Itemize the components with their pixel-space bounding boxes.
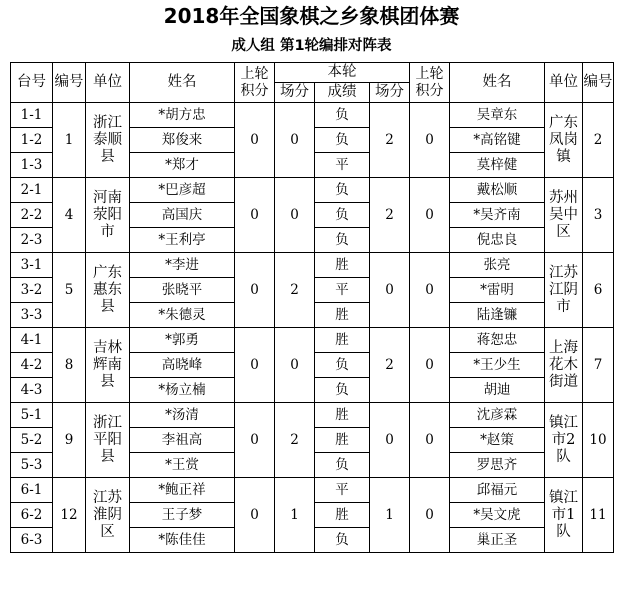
left-prev-points: 0 [235, 403, 275, 478]
left-team-unit [86, 253, 130, 328]
right-team-no: 7 [583, 328, 614, 403]
right-team-no: 6 [583, 253, 614, 328]
left-player-name: *巴彦超 [130, 178, 235, 203]
right-player-name: 胡迪 [450, 378, 545, 403]
right-player-name: 张亮 [450, 253, 545, 278]
header-right-match-points: 场分 [370, 83, 410, 103]
right-team-unit-text: 广东凤岗镇 [549, 114, 578, 165]
board-number: 1-1 [11, 103, 53, 128]
header-left-no: 编号 [53, 63, 86, 103]
right-team-unit [545, 178, 583, 253]
left-player-name: *杨立楠 [130, 378, 235, 403]
right-team-unit [545, 478, 583, 553]
left-match-points: 0 [275, 178, 315, 253]
left-player-name: *汤清 [130, 403, 235, 428]
right-match-points: 0 [370, 403, 410, 478]
right-player-name: 戴松顺 [450, 178, 545, 203]
left-team-unit [86, 328, 130, 403]
header-left-match-points: 场分 [275, 83, 315, 103]
left-player-name: *陈佳佳 [130, 528, 235, 553]
table-row [11, 478, 614, 503]
board-result: 平 [315, 478, 370, 503]
board-number: 5-1 [11, 403, 53, 428]
left-player-name: 王子梦 [130, 503, 235, 528]
right-prev-points: 0 [410, 403, 450, 478]
right-prev-points: 0 [410, 178, 450, 253]
left-match-points: 0 [275, 103, 315, 178]
left-match-points: 2 [275, 253, 315, 328]
right-prev-points: 0 [410, 253, 450, 328]
left-player-name: *胡方忠 [130, 103, 235, 128]
left-team-unit-text: 浙江泰顺县 [93, 114, 122, 165]
board-result: 平 [315, 153, 370, 178]
table-header-row-1 [11, 63, 614, 83]
left-prev-points: 0 [235, 178, 275, 253]
board-number: 5-3 [11, 453, 53, 478]
board-number: 2-2 [11, 203, 53, 228]
right-match-points: 2 [370, 178, 410, 253]
board-number: 5-2 [11, 428, 53, 453]
right-team-no: 3 [583, 178, 614, 253]
left-team-no: 12 [53, 478, 86, 553]
right-player-name: 沈彦霖 [450, 403, 545, 428]
right-player-name: 陆逢镰 [450, 303, 545, 328]
right-team-unit-text: 苏州吴中区 [549, 189, 578, 240]
left-player-name: *李进 [130, 253, 235, 278]
left-match-points: 1 [275, 478, 315, 553]
right-prev-points: 0 [410, 478, 450, 553]
right-player-name: *赵策 [450, 428, 545, 453]
table-row [11, 178, 614, 203]
left-team-unit [86, 103, 130, 178]
board-number: 4-3 [11, 378, 53, 403]
left-team-no: 1 [53, 103, 86, 178]
left-player-name: *鲍正祥 [130, 478, 235, 503]
left-player-name: *郑才 [130, 153, 235, 178]
header-right-name: 姓名 [450, 63, 545, 103]
table-row [11, 328, 614, 353]
board-number: 1-3 [11, 153, 53, 178]
board-result: 负 [315, 228, 370, 253]
right-team-no: 11 [583, 478, 614, 553]
right-team-unit-text: 镇江市1队 [549, 489, 578, 540]
board-result: 胜 [315, 253, 370, 278]
board-number: 3-2 [11, 278, 53, 303]
right-team-unit-text: 江苏江阴市 [549, 264, 578, 315]
left-prev-points: 0 [235, 103, 275, 178]
board-result: 负 [315, 528, 370, 553]
board-number: 4-1 [11, 328, 53, 353]
left-team-unit [86, 178, 130, 253]
right-player-name: *高铭键 [450, 128, 545, 153]
pairing-table [10, 62, 614, 553]
left-player-name: 张晓平 [130, 278, 235, 303]
left-team-unit-text: 浙江平阳县 [93, 414, 122, 465]
table-row [11, 103, 614, 128]
left-match-points: 2 [275, 403, 315, 478]
right-team-no: 10 [583, 403, 614, 478]
right-team-unit-text: 镇江市2队 [549, 414, 578, 465]
left-team-no: 4 [53, 178, 86, 253]
left-prev-points: 0 [235, 328, 275, 403]
board-result: 胜 [315, 303, 370, 328]
header-result: 成绩 [315, 83, 370, 103]
right-player-name: 邱福元 [450, 478, 545, 503]
right-match-points: 0 [370, 253, 410, 328]
board-result: 胜 [315, 428, 370, 453]
left-player-name: 高晓峰 [130, 353, 235, 378]
board-number: 2-3 [11, 228, 53, 253]
header-left-prev-points: 上轮积分 [235, 63, 275, 103]
board-result: 胜 [315, 328, 370, 353]
board-number: 6-3 [11, 528, 53, 553]
header-board: 台号 [11, 63, 53, 103]
left-team-no: 8 [53, 328, 86, 403]
left-player-name: *朱德灵 [130, 303, 235, 328]
right-player-name: *雷明 [450, 278, 545, 303]
board-number: 6-2 [11, 503, 53, 528]
board-number: 4-2 [11, 353, 53, 378]
right-prev-points: 0 [410, 103, 450, 178]
left-team-unit-text: 广东惠东县 [93, 264, 122, 315]
right-match-points: 2 [370, 328, 410, 403]
board-result: 平 [315, 278, 370, 303]
board-result: 胜 [315, 403, 370, 428]
board-number: 3-3 [11, 303, 53, 328]
left-player-name: *王利亭 [130, 228, 235, 253]
board-result: 负 [315, 353, 370, 378]
left-prev-points: 0 [235, 478, 275, 553]
header-right-no: 编号 [583, 63, 614, 103]
left-team-no: 5 [53, 253, 86, 328]
right-team-unit [545, 403, 583, 478]
right-team-no: 2 [583, 103, 614, 178]
right-player-name: *吴齐南 [450, 203, 545, 228]
left-team-unit-text: 吉林辉南县 [93, 339, 122, 390]
board-result: 负 [315, 203, 370, 228]
board-number: 1-2 [11, 128, 53, 153]
right-player-name: 倪忠良 [450, 228, 545, 253]
left-match-points: 0 [275, 328, 315, 403]
left-team-unit-text: 江苏淮阴区 [93, 489, 122, 540]
table-row [11, 253, 614, 278]
left-team-unit [86, 403, 130, 478]
page-subtitle: 成人组 第1轮编排对阵表 [231, 38, 392, 54]
left-player-name: 郑俊来 [130, 128, 235, 153]
board-result: 负 [315, 178, 370, 203]
left-player-name: *郭勇 [130, 328, 235, 353]
page-title: 2018年全国象棋之乡象棋团体赛 [163, 4, 460, 28]
right-team-unit [545, 103, 583, 178]
left-team-unit-text: 河南荥阳市 [93, 189, 122, 240]
header-left-unit: 单位 [86, 63, 130, 103]
board-result: 胜 [315, 503, 370, 528]
table-row [11, 403, 614, 428]
right-team-unit [545, 253, 583, 328]
right-team-unit [545, 328, 583, 403]
right-team-unit-text: 上海花木街道 [549, 339, 578, 390]
left-prev-points: 0 [235, 253, 275, 328]
right-match-points: 1 [370, 478, 410, 553]
board-result: 负 [315, 453, 370, 478]
right-player-name: *吴文虎 [450, 503, 545, 528]
board-result: 负 [315, 378, 370, 403]
header-left-name: 姓名 [130, 63, 235, 103]
right-player-name: 莫梓健 [450, 153, 545, 178]
right-player-name: 蒋恕忠 [450, 328, 545, 353]
header-right-prev-points: 上轮积分 [410, 63, 450, 103]
left-team-unit [86, 478, 130, 553]
right-prev-points: 0 [410, 328, 450, 403]
header-right-unit: 单位 [545, 63, 583, 103]
left-player-name: 李祖高 [130, 428, 235, 453]
right-match-points: 2 [370, 103, 410, 178]
right-player-name: 吴章东 [450, 103, 545, 128]
left-player-name: 高国庆 [130, 203, 235, 228]
header-this-round: 本轮 [275, 63, 410, 83]
board-result: 负 [315, 103, 370, 128]
left-team-no: 9 [53, 403, 86, 478]
board-result: 负 [315, 128, 370, 153]
board-number: 2-1 [11, 178, 53, 203]
right-player-name: 巢正圣 [450, 528, 545, 553]
left-player-name: *王赏 [130, 453, 235, 478]
board-number: 3-1 [11, 253, 53, 278]
right-player-name: 罗思齐 [450, 453, 545, 478]
right-player-name: *王少生 [450, 353, 545, 378]
board-number: 6-1 [11, 478, 53, 503]
